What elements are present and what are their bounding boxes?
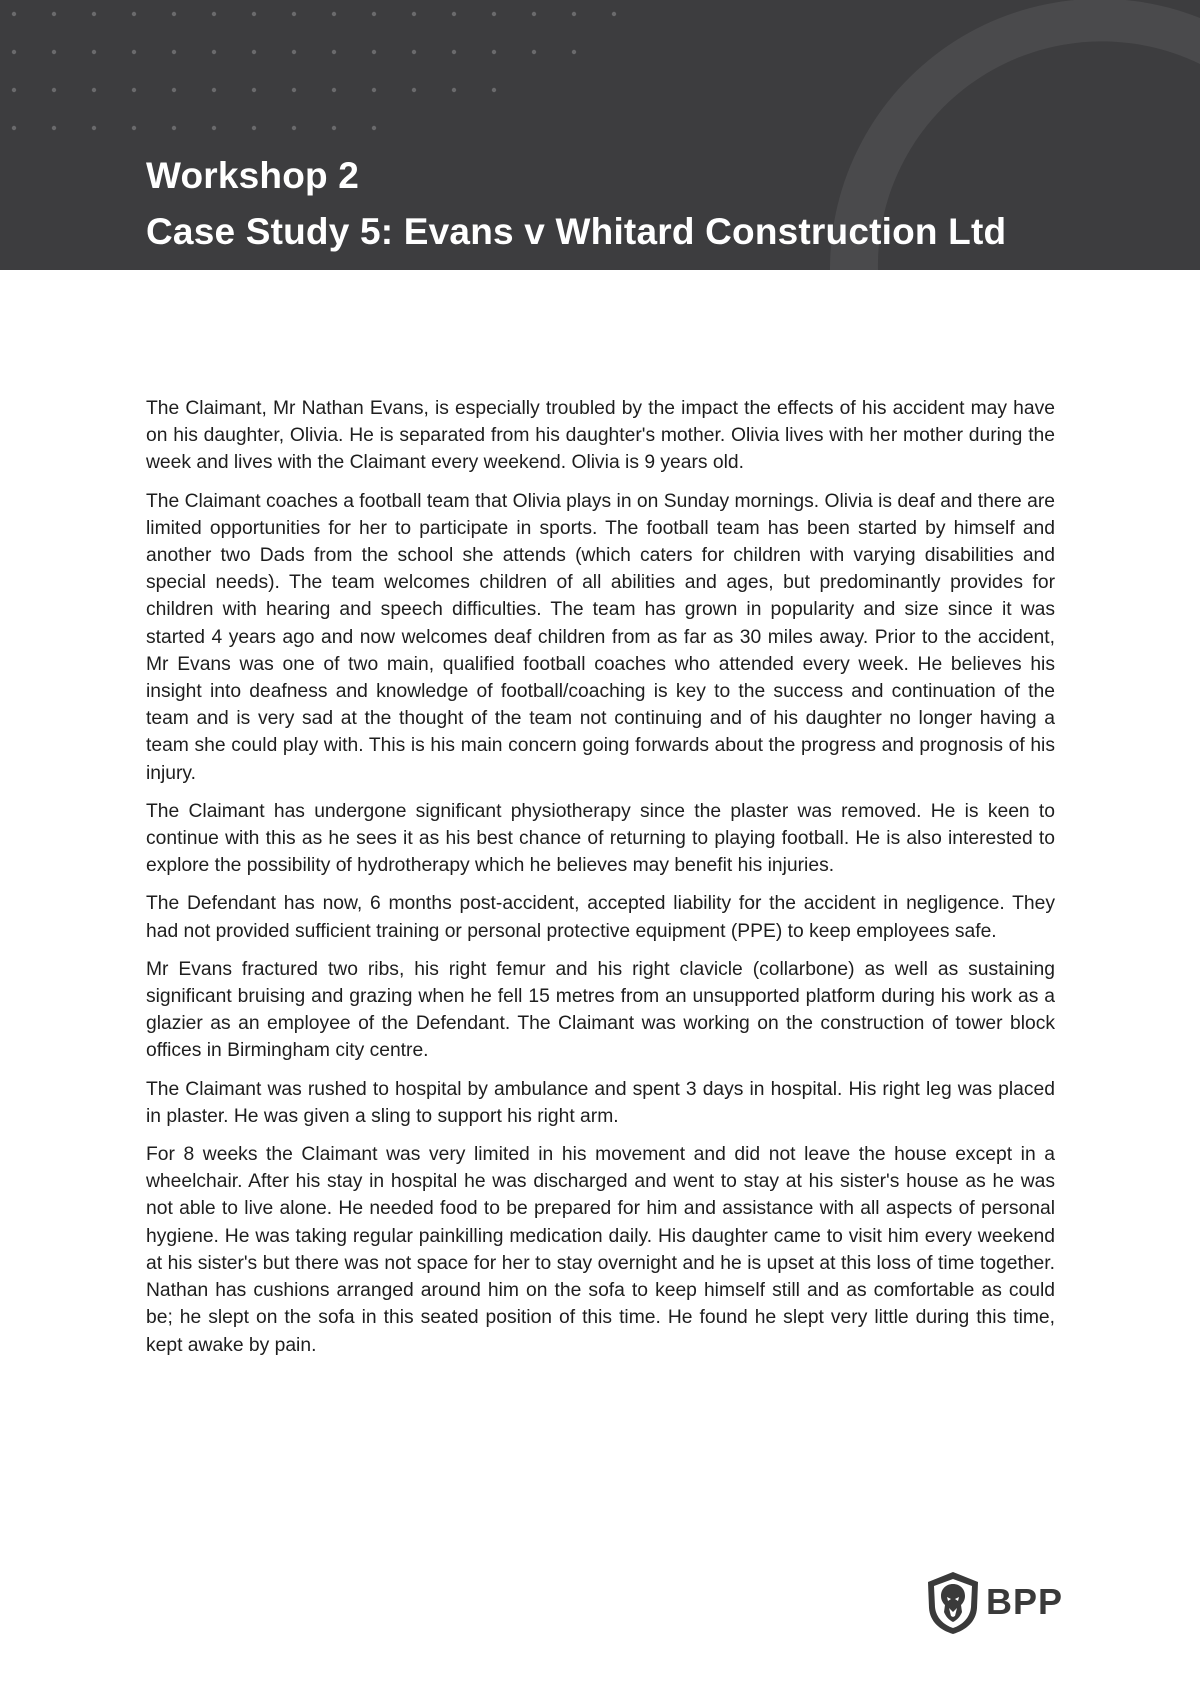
paragraph-liability: The Defendant has now, 6 months post-accident, accepted liability for the accident in negligence. They had not provided sufficient training or personal protective equipment (PPE) to keep employees safe.	[146, 893, 1055, 942]
paragraph-football-team: The Claimant coaches a football team that Olivia plays in on Sunday mornings. Olivia is deaf and there are limited opportunities for her to participate in sports. The football team has been started by himself and another two Dads from the school she attends (which caters for children with varying disabilities and special needs). The team welcomes children of all abilities and ages, but predominantly provides for children with hearing and speech difficulties. The team has grown in popularity and size since it was started 4 years ago and now welcomes deaf children from as far as 30 miles away. Prior to the accident, Mr Evans was one of two main, qualified football coaches who attended every week. He believes his insight into deafness and knowledge of football/coaching is key to the success and continuation of the team and is very sad at the thought of the team not continuing and of his daughter no longer having a team she could play with. This is his main concern going forwards about the progress and prognosis of his injury.	[146, 490, 1055, 784]
paragraph-recovery: For 8 weeks the Claimant was very limited in his movement and did not leave the house except in a wheelchair. After his stay in hospital he was discharged and went to stay at his sister's house as he was not able to live alone. He needed food to be prepared for him and assistance with all aspects of personal hygiene. He was taking regular painkilling medication daily. His daughter came to visit him every weekend at his sister's but there was not space for her to stay overnight and he is upset at this loss of time together. Nathan has cushions arranged around him on the sofa to keep himself still and as comfortable as could be; he slept on the sofa in this seated position of this time. He found he slept very little during this time, kept awake by pain.	[146, 1144, 1055, 1356]
lion-shield-icon	[922, 1570, 984, 1636]
paragraph-claimant-daughter: The Claimant, Mr Nathan Evans, is especially troubled by the impact the effects of his accident may have on his daughter, Olivia. He is separated from his daughter's mother. Olivia lives with her mother during the week and lives with the Claimant every weekend. Olivia is 9 years old.	[146, 398, 1055, 474]
title-case-study: Case Study 5: Evans v Whitard Construction Ltd	[146, 211, 1007, 252]
paragraph-hospital: The Claimant was rushed to hospital by ambulance and spent 3 days in hospital. His right leg was placed in plaster. He was given a sling to support his right arm.	[146, 1078, 1055, 1127]
title-workshop: Workshop 2	[146, 155, 360, 196]
page-title	[146, 148, 1006, 260]
paragraph-injuries: Mr Evans fractured two ribs, his right femur and his right clavicle (collarbone) as well as sustaining significant bruising and grazing when he fell 15 metres from an unsupported platform during his work as a glazier as an employee of the Defendant. The Claimant was working on the construction of tower block offices in Birmingham city centre.	[146, 958, 1055, 1062]
paragraph-physiotherapy: The Claimant has undergone significant physiotherapy since the plaster was removed. He is keen to continue with this as he sees it as his best chance of returning to playing football. He is also interested to explore the possibility of hydrotherapy which he believes may benefit his injuries.	[146, 800, 1055, 877]
logo-text: BPP	[986, 1581, 1064, 1622]
page-header-banner	[0, 0, 1200, 270]
dot-grid-pattern	[12, 12, 616, 130]
case-study-body	[146, 395, 1055, 1370]
bpp-logo	[922, 1566, 1062, 1638]
